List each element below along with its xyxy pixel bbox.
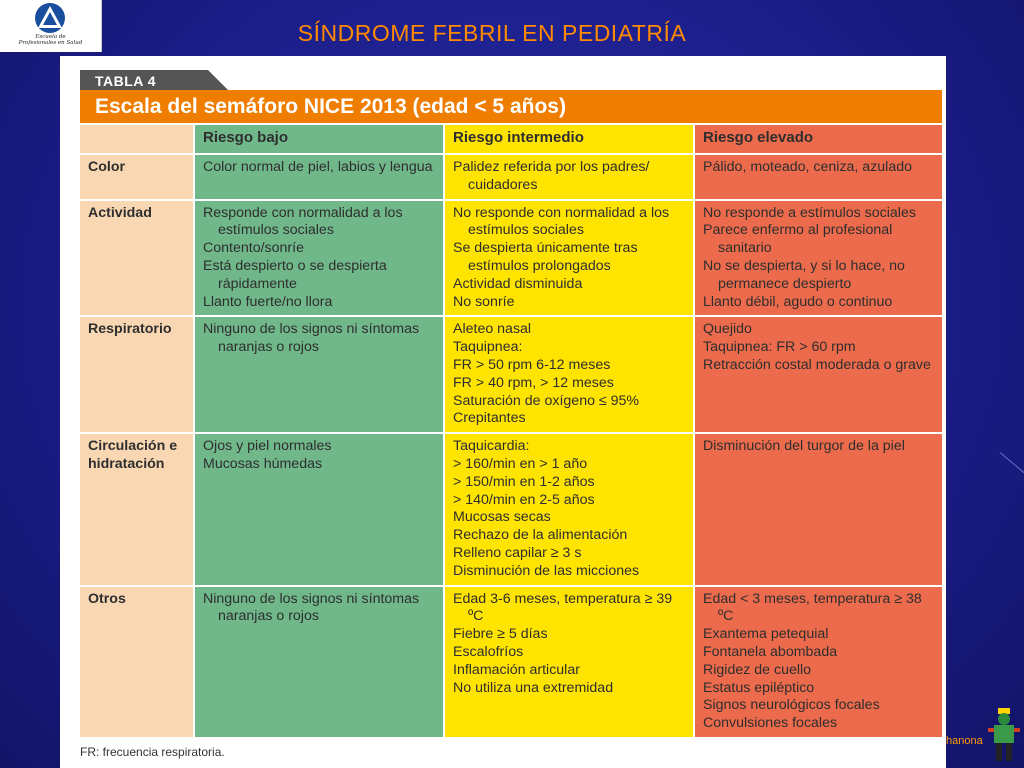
criterion-item: Rigidez de cuello xyxy=(703,661,812,678)
table-panel xyxy=(60,56,946,768)
table-header-row xyxy=(80,124,942,154)
corner-text: hanona xyxy=(946,735,983,747)
row-category: Actividad xyxy=(80,200,194,317)
table-tag xyxy=(80,70,230,92)
table-row xyxy=(80,200,942,317)
criterion-item: Edad 3-6 meses, temperatura ≥ 39 ºC xyxy=(453,590,673,625)
criterion-item: Mucosas secas xyxy=(453,509,551,526)
criterion-item: Responde con normalidad a los estímulos sociales xyxy=(203,204,403,239)
criterion-item: Edad < 3 meses, temperatura ≥ 38 ºC xyxy=(703,590,922,625)
criterion-item: Estatus epiléptico xyxy=(703,679,815,696)
row-category: Respiratorio xyxy=(80,316,194,433)
criterion-item: > 160/min en > 1 año xyxy=(453,455,588,472)
high-risk-cell xyxy=(694,316,942,433)
criterion-item: Parece enfermo al profesional sanitario xyxy=(703,222,893,257)
criterion-item: Actividad disminuida xyxy=(453,275,583,292)
criterion-item: Ninguno de los signos ni síntomas naranjas o rojos xyxy=(203,590,420,625)
criterion-item: Inflamación articular xyxy=(453,661,580,678)
table-row xyxy=(80,316,942,433)
criterion-item: Rechazo de la alimentación xyxy=(453,527,628,544)
criterion-item: Ninguno de los signos ni síntomas naranjas o rojos xyxy=(203,321,420,356)
mid-risk-cell xyxy=(444,433,694,585)
criterion-item: Quejido xyxy=(703,321,752,338)
criterion-item: Crepitantes xyxy=(453,410,526,427)
criterion-item: Llanto fuerte/no llora xyxy=(203,293,333,310)
table-row xyxy=(80,586,942,737)
criterion-item: Fontanela abombada xyxy=(703,643,838,660)
criterion-item: Signos neurológicos focales xyxy=(703,697,880,714)
criterion-item: Taquipnea: xyxy=(453,339,523,356)
criterion-item: No responde con normalidad a los estímulos sociales xyxy=(453,204,670,239)
table-banner: Escala del semáforo NICE 2013 (edad < 5 años) xyxy=(80,90,942,123)
row-category: Otros xyxy=(80,586,194,737)
table-row xyxy=(80,433,942,585)
high-risk-cell xyxy=(694,586,942,737)
criterion-item: No se despierta, y si lo hace, no permanece despierto xyxy=(703,257,905,292)
criterion-item: Disminución del turgor de la piel xyxy=(703,438,905,455)
mid-risk-cell xyxy=(444,200,694,317)
criterion-item: > 140/min en 2-5 años xyxy=(453,491,595,508)
criterion-item: No utiliza una extremidad xyxy=(453,679,614,696)
criterion-item: Fiebre ≥ 5 días xyxy=(453,626,548,643)
high-risk-cell xyxy=(694,200,942,317)
criterion-item: Está despierto o se despierta rápidamente xyxy=(203,257,387,292)
criterion-item: Mucosas húmedas xyxy=(203,455,323,472)
low-risk-cell xyxy=(194,200,444,317)
criterion-item: Color normal de piel, labios y lengua xyxy=(203,159,433,175)
low-risk-cell xyxy=(194,154,444,200)
criterion-item: Retracción costal moderada o grave xyxy=(703,356,931,373)
table-footnote: FR: frecuencia respiratoria. xyxy=(80,745,225,759)
low-risk-cell xyxy=(194,316,444,433)
table-tag-label: TABLA 4 xyxy=(95,73,157,89)
criterion-item: Taquicardia: xyxy=(453,438,530,455)
header-empty xyxy=(80,124,194,154)
criterion-item: No responde a estímulos sociales xyxy=(703,204,916,221)
row-category: Circulación e hidratación xyxy=(80,433,194,585)
criterion-item: Taquipnea: FR > 60 rpm xyxy=(703,339,856,356)
nice-traffic-light-table xyxy=(80,123,942,737)
header-mid-risk: Riesgo intermedio xyxy=(444,124,694,154)
mid-risk-cell xyxy=(444,316,694,433)
criterion-item: Se despierta únicamente tras estímulos prolongados xyxy=(453,240,638,274)
mid-risk-cell xyxy=(444,154,694,200)
criterion-item: Disminución de las micciones xyxy=(453,562,640,579)
high-risk-cell xyxy=(694,433,942,585)
criterion-item: Pálido, moteado, ceniza, azulado xyxy=(703,159,913,175)
row-category: Color xyxy=(80,154,194,200)
criterion-item: > 150/min en 1-2 años xyxy=(453,473,595,490)
criterion-item: FR > 40 rpm, > 12 meses xyxy=(453,374,614,391)
criterion-item: Relleno capilar ≥ 3 s xyxy=(453,544,582,561)
criterion-item: Convulsiones focales xyxy=(703,715,838,732)
header-high-risk: Riesgo elevado xyxy=(694,124,942,154)
table-row xyxy=(80,154,942,200)
header-low-risk: Riesgo bajo xyxy=(194,124,444,154)
criterion-item: Contento/sonríe xyxy=(203,240,304,257)
criterion-item: Ojos y piel normales xyxy=(203,438,332,455)
slide-title: SÍNDROME FEBRIL EN PEDIATRÍA xyxy=(297,20,687,46)
clipart-person-icon xyxy=(986,704,1022,764)
criterion-item: No sonríe xyxy=(453,293,515,310)
logo-text: Escuela de Profesionales en Salud xyxy=(18,34,83,46)
criterion-item: Palidez referida por los padres/ cuidadores xyxy=(453,159,650,193)
low-risk-cell xyxy=(194,433,444,585)
criterion-item: Escalofríos xyxy=(453,643,524,660)
low-risk-cell xyxy=(194,586,444,737)
criterion-item: Aleteo nasal xyxy=(453,321,532,338)
mid-risk-cell xyxy=(444,586,694,737)
criterion-item: Llanto débil, agudo o continuo xyxy=(703,293,893,310)
criterion-item: Exantema petequial xyxy=(703,626,829,643)
high-risk-cell xyxy=(694,154,942,200)
criterion-item: FR > 50 rpm 6-12 meses xyxy=(453,356,611,373)
criterion-item: Saturación de oxígeno ≤ 95% xyxy=(453,392,640,409)
